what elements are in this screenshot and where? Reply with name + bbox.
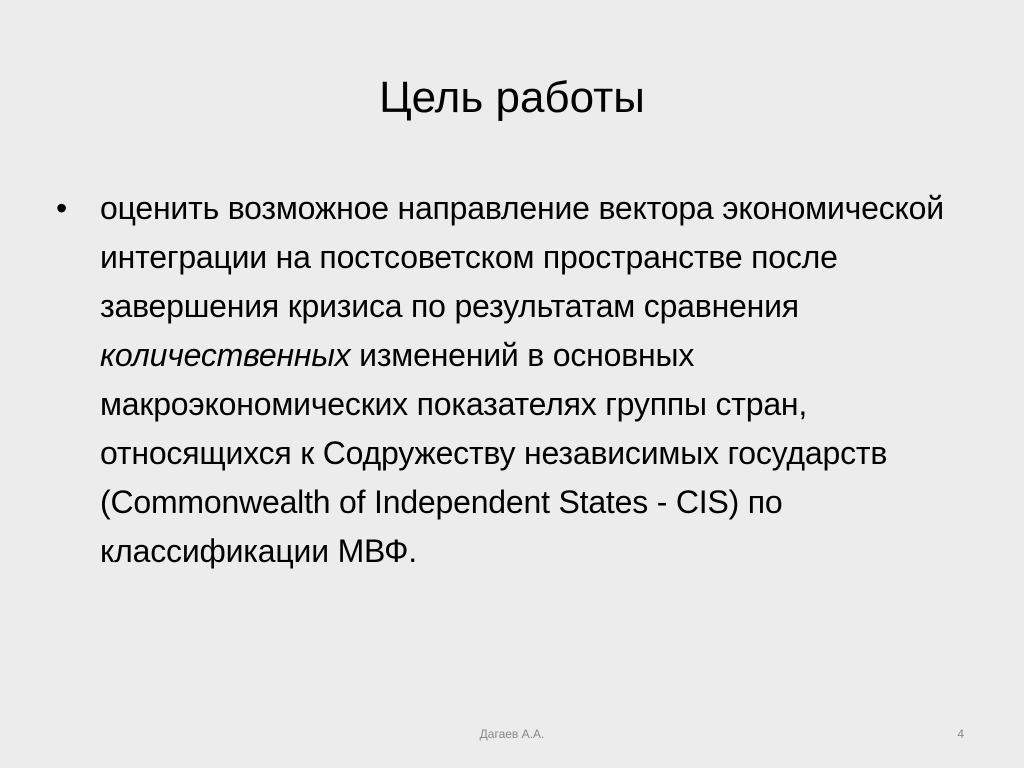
bullet-text-part-1: оценить возможное направление вектора экономической интеграции на постсоветском пространстве после завершения кризиса по результатам сравнения [100,190,944,324]
footer-author: Дагаев А.А. [479,727,545,741]
bullet-dot-icon: • [56,190,68,226]
bullet-text-part-2: изменений в основных макроэкономических показателях группы стран, относящихся к Содружеству независимых государств (Commonwealth of Independent States - CIS) по классификации МВФ. [100,337,888,569]
bullet-list [56,184,986,576]
page-number: 4 [957,727,964,741]
bullet-text-italic: количественных [100,337,351,373]
slide-title: Цель работы [379,73,645,122]
bullet-text [100,184,986,576]
list-item [56,184,986,576]
